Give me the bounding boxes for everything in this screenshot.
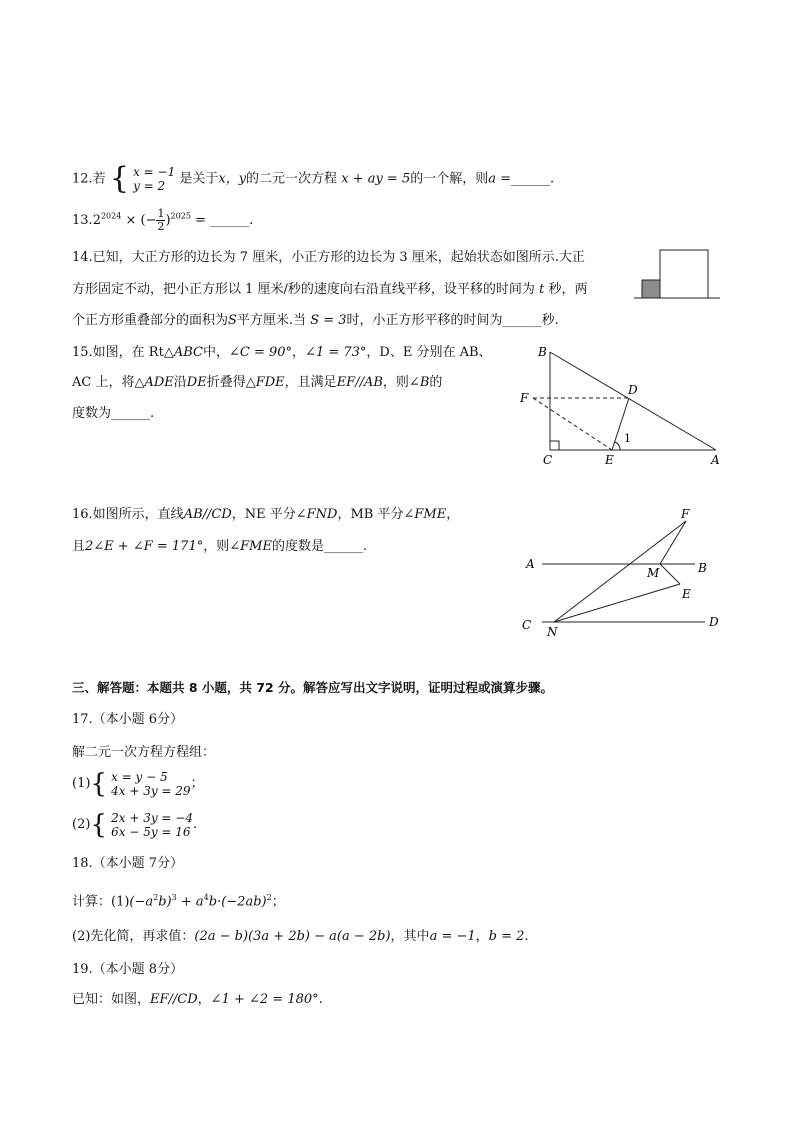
q16-line2d: ∠FME [229,539,272,554]
question-12 [72,161,555,196]
q19-line1c: ， [197,992,211,1007]
section-3-heading: 三、解答题：本题共 8 小题，共 72 分。解答应写出文字说明，证明过程或演算步骤。 [72,680,554,695]
q13-times: × (− [125,213,157,228]
q17-p1-eq2: 4x + 3y = 29 [111,784,191,798]
q15-line2h: EF//AB [336,375,383,390]
q16-line2e: 的度数是 [271,539,324,554]
q19-line1 [72,992,323,1008]
q18-p1-c: + a [176,894,204,910]
q18-p1-d: b·(−2ab) [208,894,267,910]
q16-line1e: ，MB 平分 [337,507,404,522]
q15-label-C: C [543,453,553,467]
q16-line2c: ，则 [203,539,230,554]
q19-line1a: 已知：如图， [72,992,151,1007]
q18-p2-sep: ， [475,929,489,944]
q12-brace: { [109,161,129,196]
q15-right-angle-mark [550,441,559,450]
q15-line2j: ∠B [408,375,430,390]
q12-answer-lhs: a = [488,171,512,187]
question-13 [72,208,253,233]
q15-line2e: 折叠得 [206,375,246,390]
q12-blank: ______ [511,171,551,187]
q14-line3-eq: S = 3 [310,313,347,328]
q15-line1d: ， [292,345,306,360]
q17-p1-brace: { [90,769,107,799]
q16-line1g: ， [446,507,460,522]
q15-label-D: D [628,383,638,397]
q15-end: . [150,406,155,421]
q16-end: . [362,539,368,554]
q12-vars: x，y [218,171,247,187]
q15-line2i: ，则 [382,375,409,390]
q12-system [133,165,175,193]
q14-line2a: 方形固定不动，把小正方形以 1 厘米/秒的速度向右沿直线平移，设平移的时间为 [72,282,535,297]
q19-line1e: . [318,992,323,1007]
q13-end: . [249,213,254,228]
q12-text3: 的一个解，则 [410,171,489,187]
q18-p1-exp-d: 2 [266,893,272,902]
q18-part2 [72,929,529,945]
q16-line1a: 16.如图所示，直线 [72,507,184,522]
q16-segment-FM [660,521,686,564]
q18-title: 18.（本小题 7分） [72,856,184,871]
q17-part2 [72,811,197,839]
q14-small-square [642,280,660,298]
q15-segment-FE [533,398,612,450]
q18-p1-end: ； [271,894,285,910]
q16-label-N: N [547,625,558,639]
q17-p1-eq1: x = y − 5 [111,770,168,784]
q17-p1-label: (1) [72,776,91,792]
q19-line1d: ∠1 + ∠2 = 180° [210,992,319,1007]
q12-prefix: 12.若 [72,171,106,187]
q16-label-A: A [526,557,535,571]
q17-part1 [72,770,204,798]
q16-line1f: ∠FME [403,507,447,522]
q17-p2-end: . [192,817,198,833]
q18-p1-a: (−a [129,894,154,910]
q18-p1-prefix: 计算：(1) [72,894,130,910]
q12-text2: 的二元一次方程 [246,171,338,187]
q16-label-B: B [698,561,707,575]
q18-p1-b: b) [158,894,172,910]
q18-p2-val1: a = −1 [429,929,476,944]
q15-line2d: DE [186,375,207,390]
q15-line2 [72,375,442,391]
q15-line1a: 15.如图，在 Rt [72,345,164,360]
q14-line3-var: S [228,313,237,328]
q16-line2 [72,539,367,555]
q14-line1 [72,250,585,266]
q13-exp1: 2024 [100,211,122,221]
q18-p2-mid: ，其中 [390,929,430,944]
q15-line3 [72,406,154,422]
q18-p1-exp-a: 2 [153,893,159,902]
q16-line1c: ，NE 平分 [231,507,296,522]
q17-prompt: 解二元一次方程方程组： [72,745,216,760]
q17-title: 17.（本小题 6分） [72,712,184,727]
q15-line1f: ，D、E 分别在 AB、 [366,345,492,360]
q15-line2a: AC 上，将 [72,375,135,390]
q13-frac-den: 2 [157,220,165,233]
q18-p1-exp-b: 3 [171,893,177,902]
q12-equation: x + ay = 5 [341,171,411,187]
q15-line1-tri: △ABC [163,345,203,360]
q13-prefix: 13. [72,213,93,228]
q19-title: 19.（本小题 8分） [72,962,184,977]
q15-line1c: ∠C = 90° [228,345,293,360]
q17-p1-end: ； [190,776,204,792]
q12-text1: 是关于 [179,171,219,187]
q15-blank: ______ [111,406,151,421]
q18-p2-val2: b = 2 [488,929,525,944]
q13-frac-num: 1 [157,207,165,220]
q19-line1b: EF//CD [150,992,198,1007]
q16-line1d: ∠FND [295,507,338,522]
q16-segment-NE [554,584,680,622]
q15-label-B: B [538,345,547,359]
q14-line3a: 个正方形重叠部分的面积为 [72,313,229,328]
q15-label-A: A [711,453,720,467]
q14-big-square [660,250,708,298]
q18-p2-end: . [524,929,529,944]
q16-blank: ______ [323,539,363,554]
q16-line1b: AB//CD [183,507,232,522]
q15-line2g: ，且满足 [284,375,337,390]
q13-base: 2 [92,213,101,228]
q15-line1e: ∠1 = 73° [305,345,367,360]
q17-p2-eq2: 6x − 5y = 16 [111,825,191,839]
q14-figure [634,248,724,302]
q13-exp2: 2025 [170,211,191,221]
q15-label-1: 1 [624,432,631,445]
q15-line2b: △ADE [134,375,174,390]
q14-line2 [72,282,587,298]
q15-line1 [72,345,492,361]
q14-line2b: 秒，两 [548,282,588,297]
q13-blank: ______ [210,213,250,228]
q17-p1-system [111,770,190,798]
q12-eq1: x = −1 [133,165,176,179]
q16-label-C: C [522,618,532,632]
q18-p2-expr: (2a − b)(3a + 2b) − a(a − 2b) [194,929,391,944]
q12-eq2: y = 2 [133,179,166,193]
q16-label-E: E [682,587,691,601]
q15-line2f: △FDE [245,375,285,390]
q12-end: . [550,171,555,187]
q15-label-E: E [605,453,614,467]
q17-p2-brace: { [90,810,107,840]
q16-figure [520,505,730,640]
q15-line3: 度数为 [72,406,112,421]
q15-figure [516,340,726,470]
q16-segment-ME [660,564,680,584]
q15-label-F: F [520,391,529,405]
q14-line3 [72,313,559,329]
q15-line2k: 的 [429,375,443,390]
q13-eq: = [195,213,206,228]
q13-close: ) [165,213,171,228]
q18-part1 [72,893,285,910]
q17-p2-label: (2) [72,817,91,833]
q16-segment-NF [554,521,686,622]
q16-line2a: 且 [72,539,86,554]
q14-line3d: 秒. [541,313,559,328]
q16-label-F: F [681,507,690,521]
q14-blank: ______ [502,313,542,328]
q14-line2-var: t [539,282,545,297]
q16-line2b: 2∠E + ∠F = 171° [85,539,204,554]
q16-label-M: M [647,566,660,580]
q15-side-AB [550,352,716,450]
q17-p2-system [111,811,193,839]
q16-label-D: D [709,615,719,629]
q15-line2c: 沿 [173,375,187,390]
q18-p2-prefix: (2)先化简，再求值： [72,929,195,944]
q16-line1 [72,507,459,523]
q18-p1-exp-c: 4 [203,893,209,902]
q17-p2-eq1: 2x + 3y = −4 [111,811,193,825]
q14-line3b: 平方厘米.当 [236,313,307,328]
q15-line1b: 中， [202,345,229,360]
q14-line1-text: 14.已知，大正方形的边长为 7 厘米，小正方形的边长为 3 厘米，起始状态如图所示.大正 [72,250,585,265]
q15-angle1-arc [615,442,620,450]
q14-line3c: 时，小正方形平移的时间为 [346,313,503,328]
